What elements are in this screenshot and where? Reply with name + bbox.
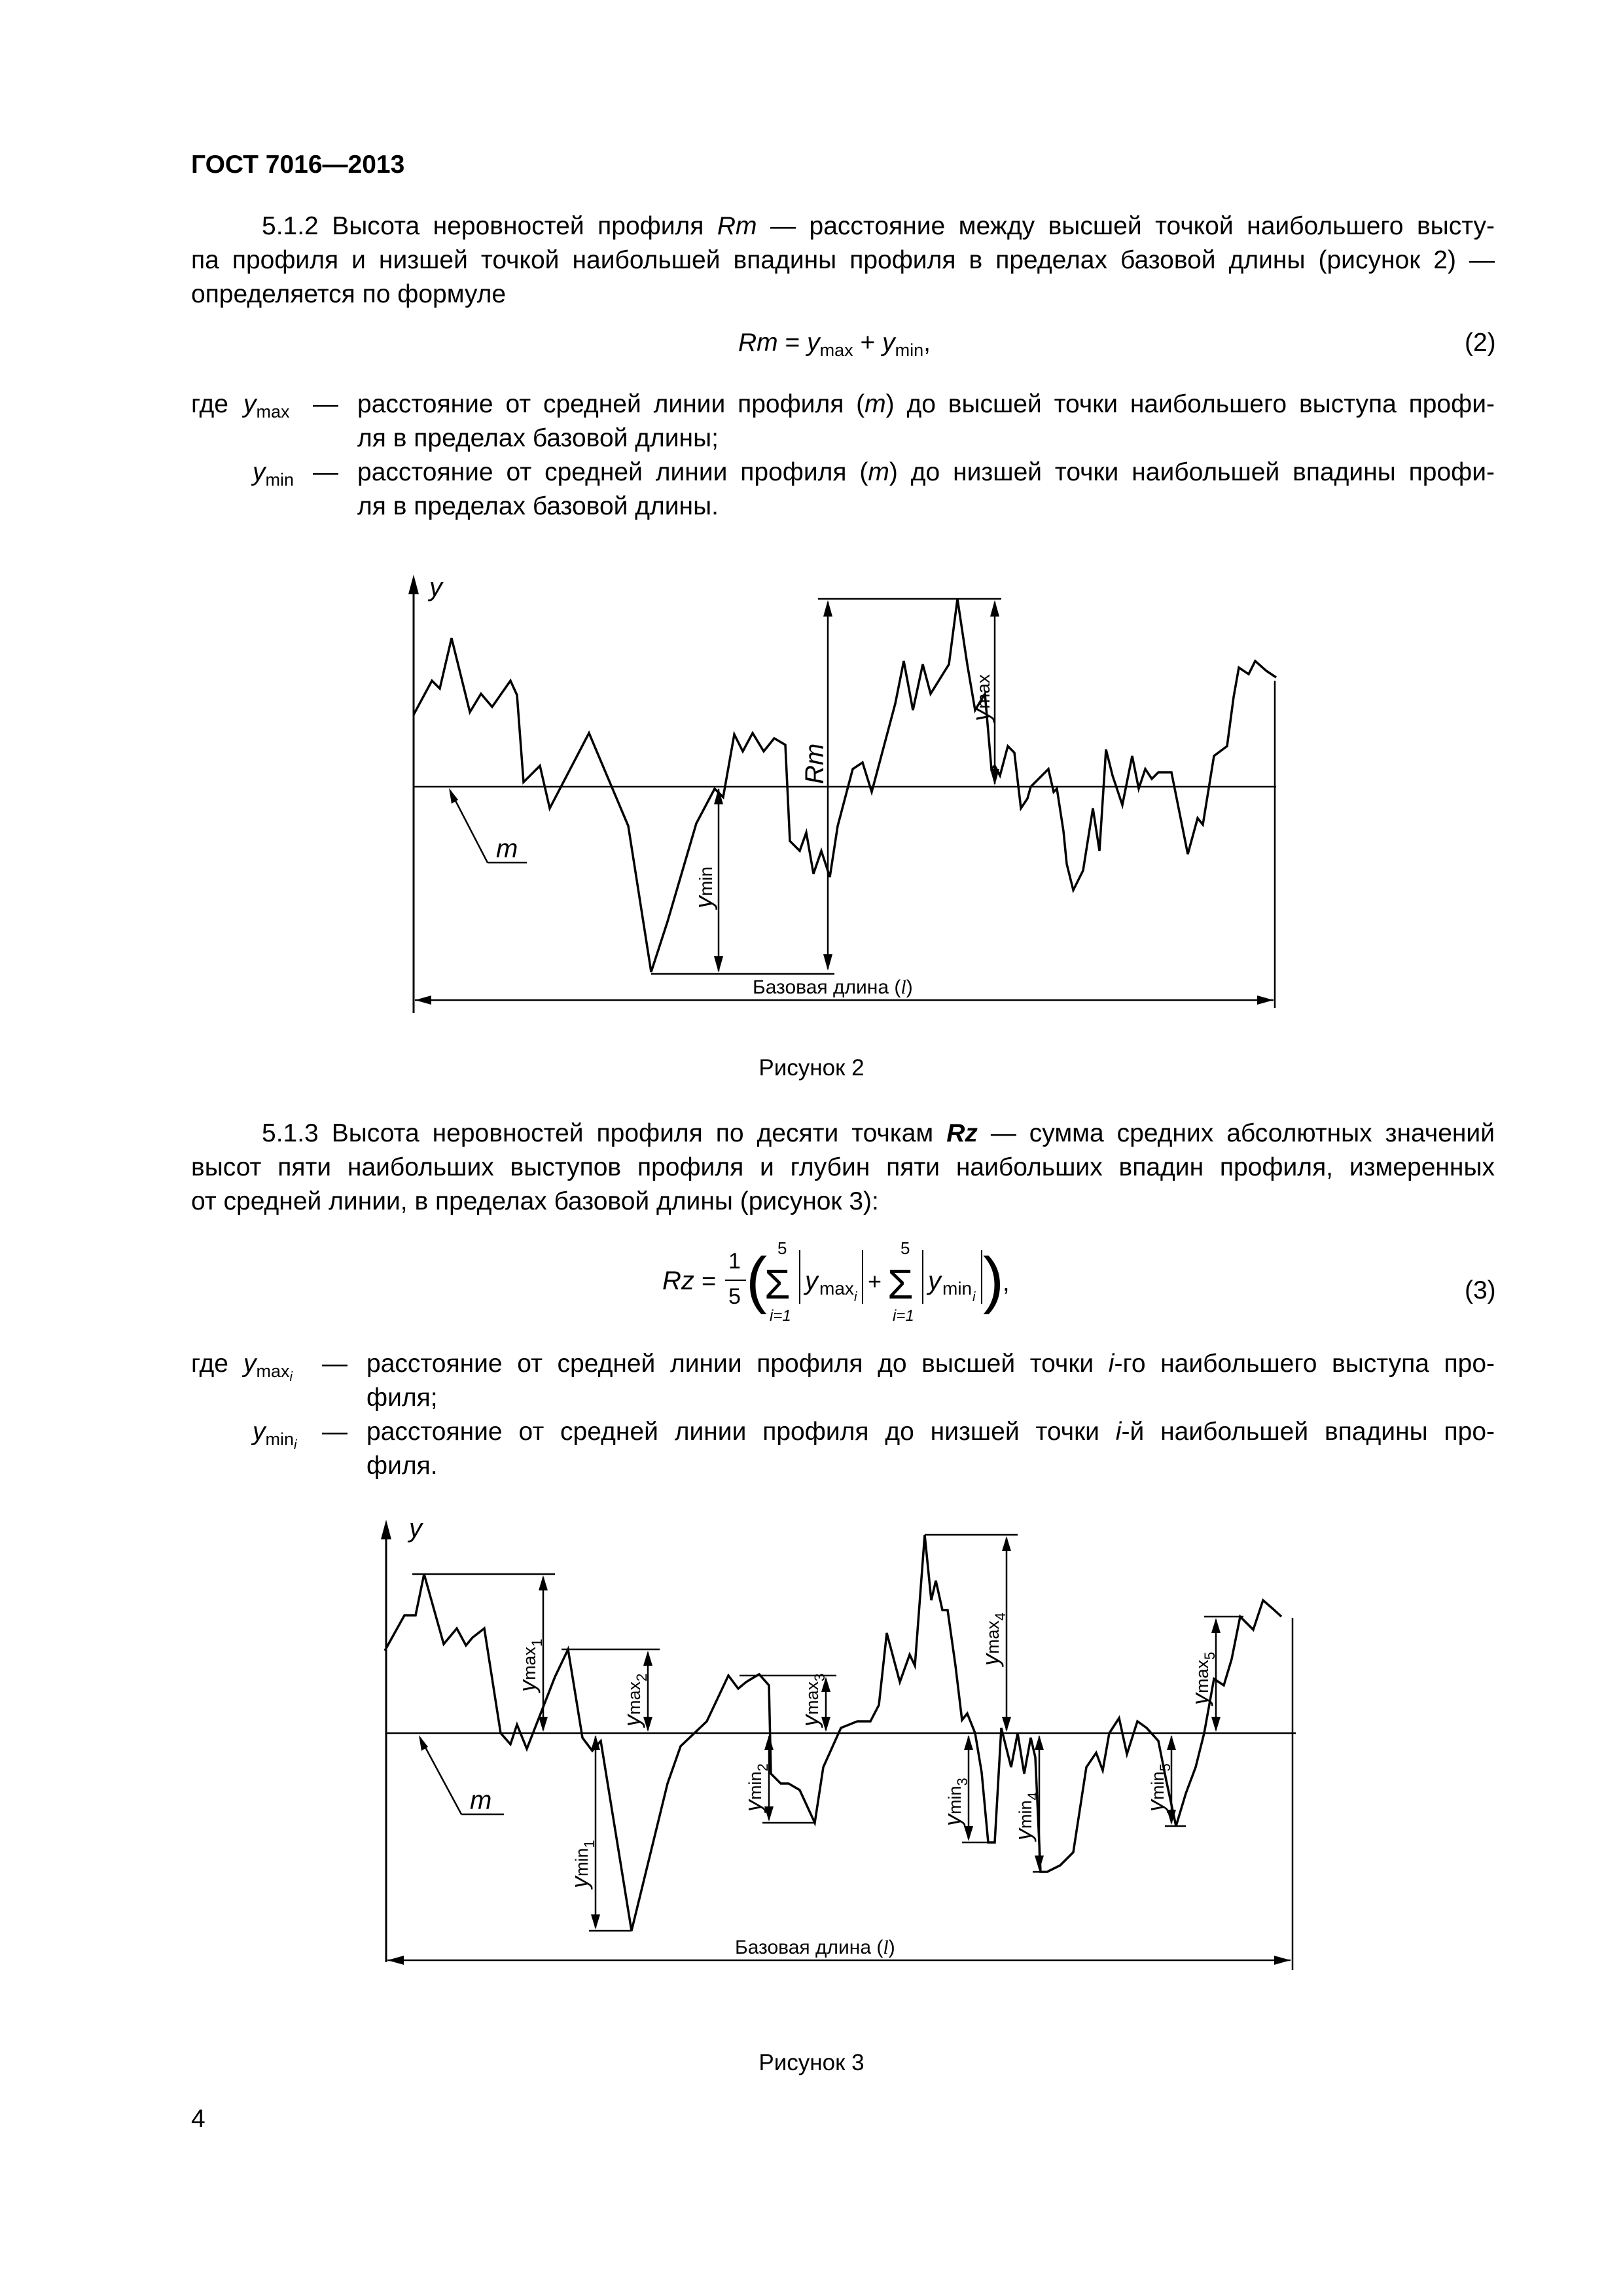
document-header: ГОСТ 7016—2013 <box>191 151 405 179</box>
fig3-arrow-icon <box>964 1826 973 1841</box>
def-ymaxi-symbol <box>243 1347 293 1384</box>
fig3-y-arrow-icon <box>381 1520 391 1539</box>
f3-sum1-top: 5 <box>777 1238 787 1258</box>
sec513-lead: Высота неровностей профиля по десяти точкам <box>318 1119 947 1147</box>
formula-2 <box>738 326 931 359</box>
f3-right-paren: ) <box>983 1245 1004 1315</box>
fig2-base-length-label <box>753 977 913 998</box>
fig2-y-label: y <box>429 573 442 601</box>
formula-sub-min: min <box>895 340 924 360</box>
def-ymini-dash: — <box>322 1418 348 1446</box>
formula-sub-max: max <box>819 340 853 360</box>
sec512-lead: Высота неровностей профиля <box>318 212 717 240</box>
lbl-idx: 4 <box>992 1612 1008 1621</box>
def-ymini-symbol <box>253 1415 297 1452</box>
fig2-profile-line <box>414 599 1276 972</box>
fig2-arrow-icon <box>990 769 999 785</box>
fig3-arrow-icon <box>764 1735 774 1750</box>
f3-left-paren: ( <box>746 1245 767 1315</box>
formula-3-number: (3) <box>1465 1276 1496 1304</box>
sym-y: y <box>253 1418 266 1446</box>
fig2-arrow-icon <box>1257 996 1274 1005</box>
fig3-base-text: Базовая длина ( <box>735 1937 883 1958</box>
def-ymax-dash: — <box>313 390 338 418</box>
fig2-base-text: Базовая длина ( <box>753 977 901 998</box>
lbl-idx: 4 <box>1025 1792 1041 1801</box>
sym-sub: min <box>265 470 294 490</box>
fig3-ymax4-label <box>977 1613 1008 1668</box>
fig3-arrow-icon <box>1274 1956 1291 1965</box>
fig2-m-label: m <box>496 834 518 863</box>
sym-sub: max <box>256 402 290 422</box>
lbl-y: y <box>514 1680 541 1692</box>
term-rz: Rz <box>946 1119 978 1147</box>
sec513-line2: высот пяти наибольших выступов профиля и глубин пяти наибольших впадин профиля, измеренных <box>191 1153 1495 1181</box>
fig3-base-length-label <box>735 1937 895 1958</box>
fig3-arrow-icon <box>1002 1717 1011 1732</box>
fig3-y-label: y <box>409 1514 422 1543</box>
fig2-base-close: ) <box>906 977 913 998</box>
fig3-m-leader <box>420 1738 461 1814</box>
fig3-m-label: m <box>470 1786 492 1815</box>
lbl-min: min <box>745 1771 765 1800</box>
lbl-idx: 2 <box>755 1763 771 1772</box>
fig2-arrow-icon <box>990 600 999 617</box>
lbl-y: y <box>1010 1829 1037 1840</box>
sym-i: i <box>289 1370 293 1384</box>
fig2-ymax-y: y <box>968 709 995 721</box>
lbl-idx: 1 <box>581 1840 597 1848</box>
f3-min: min <box>942 1278 972 1299</box>
formula-y2: y <box>882 329 895 357</box>
f3-sum2-top: 5 <box>901 1238 910 1258</box>
def-ymin-line1 <box>357 456 1495 489</box>
f3-eq: = <box>702 1268 717 1295</box>
def-ymin-dash: — <box>313 458 338 486</box>
f3-plus: + <box>868 1268 882 1295</box>
fig3-arrow-icon <box>1035 1735 1044 1750</box>
fig3-arrow-icon <box>1002 1536 1011 1551</box>
fig3-base-close: ) <box>888 1937 895 1958</box>
formula-3 <box>654 1230 1060 1329</box>
f3-sum1-sigma: Σ <box>764 1261 791 1308</box>
lbl-max: max <box>1192 1659 1212 1693</box>
sec513-l1-rest: — сумма средних абсолютных значений <box>977 1119 1495 1147</box>
sym-min: min <box>265 1429 294 1449</box>
formula-plus: + <box>853 329 883 357</box>
lbl-idx: 3 <box>812 1673 828 1681</box>
fig2-m-leader <box>450 791 488 863</box>
f3-five: 5 <box>728 1284 741 1309</box>
f3-y2: y <box>928 1266 941 1295</box>
f3-rz: Rz <box>662 1266 694 1295</box>
def-ymax-line2: ля в пределах базовой длины; <box>357 424 719 452</box>
lbl-y: y <box>740 1800 766 1812</box>
f3-sum2-bot: i=1 <box>893 1307 914 1325</box>
def-ymin-line2: ля в пределах базовой длины. <box>357 492 719 520</box>
fig2-arrow-icon <box>823 600 832 617</box>
sec512-l1-rest: — расстояние между высшей точкой наибольшего высту- <box>757 212 1495 240</box>
def-ymin-l1b: ) до низшей точки наибольшей впадины профи- <box>889 458 1495 486</box>
fig3-arrow-icon <box>1211 1717 1221 1732</box>
lbl-min: min <box>1016 1800 1035 1829</box>
fig2-base-l: l <box>901 977 906 998</box>
sym-i: i <box>294 1438 297 1452</box>
term-rm: Rm <box>717 212 757 240</box>
def-ymin-symbol <box>253 456 294 489</box>
lbl-min: min <box>945 1785 965 1814</box>
def-ymin-l1a: расстояние от средней линии профиля ( <box>357 458 868 486</box>
lbl-y: y <box>1186 1693 1213 1705</box>
fig3-ymax3-label <box>796 1674 828 1729</box>
fig2-arrow-icon <box>714 956 723 973</box>
fig3-arrow-icon <box>539 1717 548 1732</box>
def-ymini-i: i <box>1115 1418 1122 1446</box>
formula-tail: , <box>923 329 931 357</box>
formula-y1: y <box>807 329 820 357</box>
def-ymin-m: m <box>868 458 889 486</box>
fig3-arrow-icon <box>387 1956 404 1965</box>
figure-3 <box>366 1505 1322 2016</box>
lbl-y: y <box>977 1654 1004 1666</box>
lbl-max: max <box>802 1681 822 1715</box>
lbl-max: max <box>624 1681 644 1715</box>
lbl-idx: 2 <box>633 1673 650 1681</box>
def-ymini-l1b: -й наибольшей впадины про- <box>1121 1418 1495 1446</box>
def-ymax-m: m <box>865 390 886 418</box>
formula-2-number: (2) <box>1465 329 1496 357</box>
def-ymini-l1a: расстояние от средней линии профиля до низшей точки <box>366 1418 1116 1446</box>
fig3-ymax2-label <box>618 1674 650 1729</box>
figure-3-caption: Рисунок 3 <box>758 2050 865 2075</box>
f3-sum1-bot: i=1 <box>770 1307 791 1325</box>
lbl-idx: 3 <box>954 1778 971 1786</box>
def-ymax-l1b: ) до высшей точки наибольшего выступа профи- <box>885 390 1495 418</box>
fig3-arrow-icon <box>591 1914 600 1929</box>
def-ymaxi-line1 <box>366 1347 1495 1380</box>
lbl-min: min <box>1148 1771 1168 1800</box>
def-ymaxi-dash: — <box>322 1350 348 1378</box>
fig3-arrow-icon <box>964 1735 973 1750</box>
sym-y: y <box>243 390 257 418</box>
def-ymaxi-line2: филя; <box>366 1384 438 1412</box>
fig3-arrow-icon <box>643 1651 652 1666</box>
fig2-ymin-sub: min <box>696 866 716 896</box>
def-ymaxi-l1a: расстояние от средней линии профиля до высшей точки <box>366 1350 1109 1378</box>
section-number: 5.1.3 <box>262 1119 319 1147</box>
sec513-line1 <box>262 1117 1495 1150</box>
fig2-arrow-icon <box>415 996 431 1005</box>
sym-y: y <box>243 1350 257 1378</box>
def-ymini-line2: филя. <box>366 1452 438 1480</box>
sec513-line3: от средней линии, в пределах базовой длины (рисунок 3): <box>191 1187 879 1215</box>
figure-2 <box>366 556 1322 1028</box>
fig2-rm-label: Rm <box>800 743 829 784</box>
def-ymax-l1a: расстояние от средней линии профиля ( <box>357 390 865 418</box>
fig3-ymin1-label <box>566 1840 597 1890</box>
fig2-ymax-sub: max <box>973 674 993 709</box>
fig2-y-arrow-icon <box>408 575 419 594</box>
formula-eq: = <box>777 329 808 357</box>
f3-i1: i <box>854 1290 857 1304</box>
def-ymax-line1 <box>357 387 1495 421</box>
f3-one: 1 <box>728 1249 741 1274</box>
f3-sum2-sigma: Σ <box>887 1261 914 1308</box>
sym-y: y <box>253 458 266 486</box>
figure-2-caption: Рисунок 2 <box>758 1055 865 1081</box>
lbl-y: y <box>618 1715 645 1727</box>
fig2-arrow-icon <box>823 954 832 971</box>
f3-i2: i <box>972 1290 976 1304</box>
sec512-line2: па профиля и низшей точкой наибольшей впадины профиля в пределах базовой длины (рисунок 2) — <box>191 246 1495 274</box>
def-ymaxi-i: i <box>1108 1350 1115 1378</box>
formula-lhs: Rm <box>738 329 778 357</box>
sym-max: max <box>256 1361 290 1381</box>
fig3-arrow-icon <box>1211 1618 1221 1633</box>
lbl-y: y <box>566 1876 593 1888</box>
fig3-ymin2-label <box>740 1763 771 1814</box>
lbl-max: max <box>520 1646 539 1680</box>
def-ymaxi-l1b: -го наибольшего выступа про- <box>1114 1350 1495 1378</box>
fig3-arrow-icon <box>539 1575 548 1590</box>
sec512-line3: определяется по формуле <box>191 280 507 308</box>
sec512-line1 <box>262 209 1495 243</box>
lbl-min: min <box>572 1848 592 1876</box>
fig3-arrow-icon <box>1035 1856 1044 1871</box>
lbl-y: y <box>939 1814 966 1826</box>
def-ymax-symbol <box>243 387 290 421</box>
lbl-max: max <box>983 1620 1003 1654</box>
f3-y1: y <box>805 1266 818 1295</box>
lbl-y: y <box>1142 1800 1169 1812</box>
fig3-base-l: l <box>883 1937 889 1958</box>
page-number: 4 <box>191 2105 205 2133</box>
fig2-ymin-label <box>690 867 718 910</box>
fig3-ymin3-label <box>939 1778 971 1828</box>
fig3-ymax1-label <box>514 1639 545 1694</box>
fig2-ymin-y: y <box>690 896 718 908</box>
def-ymini-line1 <box>366 1415 1495 1448</box>
section-number: 5.1.2 <box>262 212 319 240</box>
where-label: где <box>191 1350 228 1378</box>
lbl-idx: 1 <box>529 1638 545 1647</box>
lbl-idx: 5 <box>1157 1763 1173 1772</box>
where-label: где <box>191 390 228 418</box>
lbl-y: y <box>796 1715 823 1727</box>
f3-comma: , <box>1003 1269 1010 1297</box>
lbl-idx: 5 <box>1202 1651 1218 1660</box>
fig3-arrow-icon <box>1167 1735 1176 1750</box>
f3-max: max <box>819 1278 854 1299</box>
fig3-ymin4-label <box>1010 1792 1041 1842</box>
